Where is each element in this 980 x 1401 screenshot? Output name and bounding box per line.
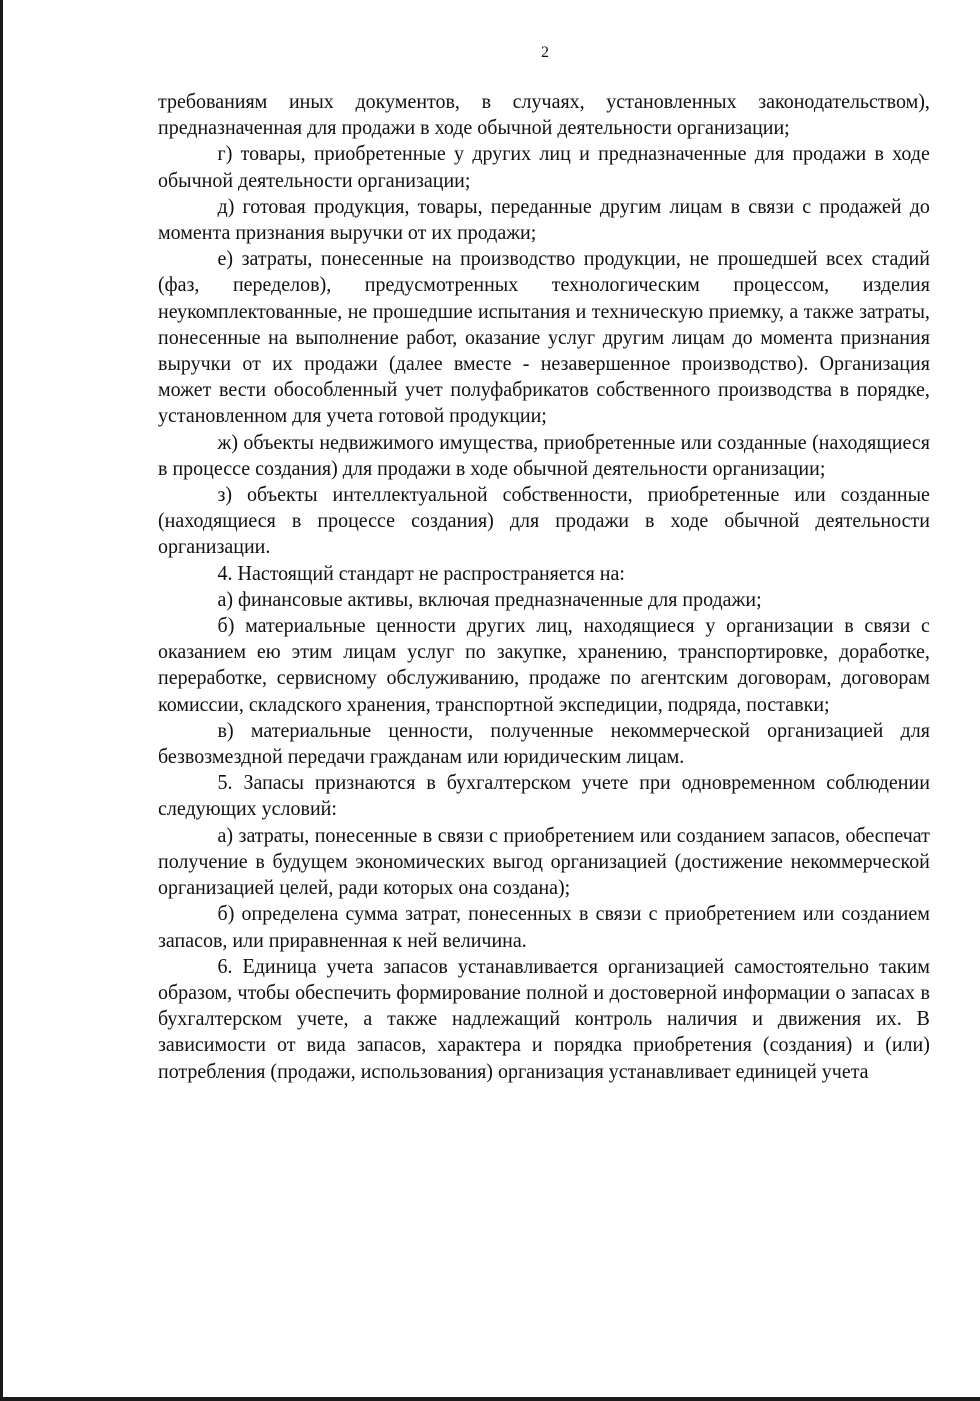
paragraph-item-zh: ж) объекты недвижимого имущества, приобретенные или созданные (находящиеся в процессе создания) для продажи в ходе обычной деятельности организации; xyxy=(158,429,930,480)
paragraph-item-z: з) объекты интеллектуальной собственности, приобретенные или созданные (находящиеся в процессе создания) для продажи в ходе обычной деятельности организации. xyxy=(158,482,930,559)
paragraph-section-4-a: а) финансовые активы, включая предназначенные для продажи; xyxy=(217,586,762,611)
scan-edge-bottom xyxy=(0,1397,980,1401)
paragraph-item-g: г) товары, приобретенные у других лиц и предназначенные для продажи в ходе обычной деятельности организации; xyxy=(158,141,930,192)
scan-edge-left xyxy=(0,0,3,1401)
document-body xyxy=(158,88,930,1084)
paragraph-section-5: 5. Запасы признаются в бухгалтерском учете при одновременном соблюдении следующих условий: xyxy=(158,770,930,821)
page-number: 2 xyxy=(541,44,549,61)
paragraph-section-5-a: а) затраты, понесенные в связи с приобретением или созданием запасов, обеспечат получение в будущем экономических выгод организацией (достижение некоммерческой организацией целей, ради которых она создана); xyxy=(158,822,930,900)
paragraph-item-e: е) затраты, понесенные на производство продукции, не прошедшей всех стадий (фаз, переделов), предусмотренных технологическим процессом, изделия неукомплектованные, не прошедшие испытания и техническую приемку, а также затраты, понесенные на выполнение работ, оказание услуг другим лицам до момента признания выручки от их продажи (далее вместе - незавершенное производство). Организация может вести обособленный учет полуфабрикатов собственного производства в порядке, установленном для учета готовой продукции; xyxy=(158,246,930,428)
paragraph-section-6: 6. Единица учета запасов устанавливается организацией самостоятельно таким образом, чтобы обеспечить формирование полной и достоверной информации о запасах в бухгалтерском учете, а также надлежащий контроль наличия и движения их. В зависимости от вида запасов, характера и порядка приобретения (создания) и (или) потребления (продажи, использования) организация устанавливает единицей учета xyxy=(158,953,930,1083)
paragraph-section-4-b: б) материальные ценности других лиц, находящиеся у организации в связи с оказанием ею этим лицам услуг по закупке, хранению, транспортировке, доработке, переработке, сервисному обслуживанию, продаже по агентским договорам, договорам комиссии, складского хранения, транспортной экспедиции, подряда, поставки; xyxy=(158,613,930,716)
paragraph-section-5-b: б) определена сумма затрат, понесенных в связи с приобретением или созданием запасов, или приравненная к ней величина. xyxy=(158,901,930,952)
paragraph-continuation: требованиям иных документов, в случаях, установленных законодательством), предназначенная для продажи в ходе обычной деятельности организации; xyxy=(158,89,930,140)
paragraph-item-d: д) готовая продукция, товары, переданные другим лицам в связи с продажей до момента признания выручки от их продажи; xyxy=(158,193,930,245)
paragraph-section-4-v: в) материальные ценности, полученные некоммерческой организацией для безвозмездной передачи гражданам или юридическим лицам. xyxy=(158,717,930,769)
paragraph-section-4: 4. Настоящий стандарт не распространяется на: xyxy=(217,560,625,585)
